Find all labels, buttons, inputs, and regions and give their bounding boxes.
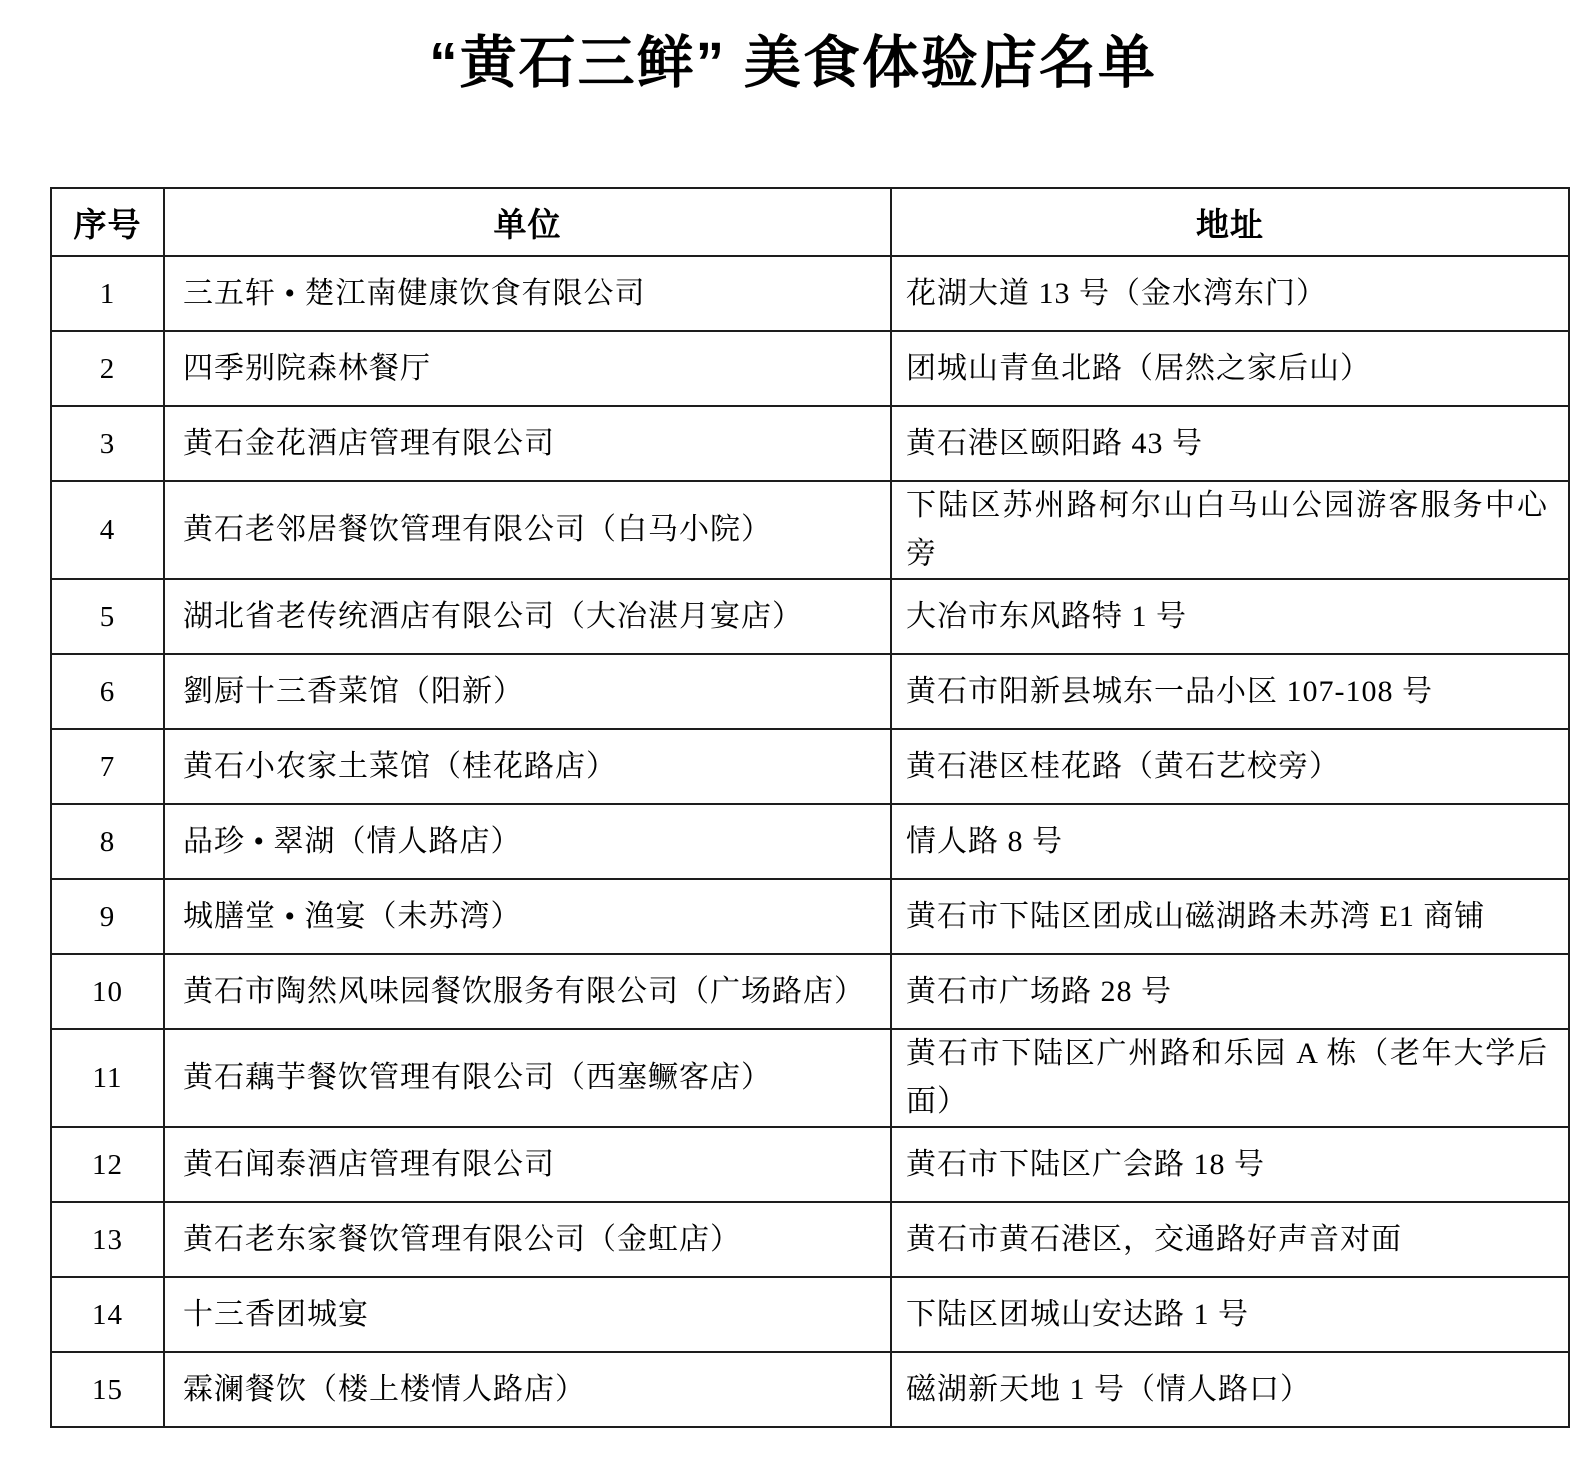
row-unit: 四季别院森林餐厅 (164, 331, 891, 406)
row-unit: 黄石老东家餐饮管理有限公司（金虹店） (164, 1202, 891, 1277)
row-unit: 黄石市陶然风味园餐饮服务有限公司（广场路店） (164, 954, 891, 1029)
row-address: 黄石市广场路 28 号 (891, 954, 1569, 1029)
table-row (51, 804, 1569, 879)
row-index: 11 (51, 1029, 164, 1127)
table-row (51, 729, 1569, 804)
row-unit: 品珍 • 翠湖（情人路店） (164, 804, 891, 879)
row-unit: 霖澜餐饮（楼上楼情人路店） (164, 1352, 891, 1427)
page-title: “黄石三鲜” 美食体验店名单 (429, 31, 1157, 95)
table-row (51, 1202, 1569, 1277)
row-unit: 十三香团城宴 (164, 1277, 891, 1352)
row-address: 团城山青鱼北路（居然之家后山） (891, 331, 1569, 406)
table-header-row (51, 188, 1569, 256)
row-address: 情人路 8 号 (891, 804, 1569, 879)
table-row (51, 256, 1569, 331)
table-row (51, 331, 1569, 406)
header-index: 序号 (51, 188, 164, 256)
row-unit: 黄石藕芋餐饮管理有限公司（西塞鳜客店） (164, 1029, 891, 1127)
row-unit: 劉厨十三香菜馆（阳新） (164, 654, 891, 729)
row-index: 1 (51, 256, 164, 331)
row-address: 黄石港区桂花路（黄石艺校旁） (891, 729, 1569, 804)
table-row (51, 481, 1569, 579)
table-row (51, 1029, 1569, 1127)
header-address: 地址 (891, 188, 1569, 256)
table-row (51, 879, 1569, 954)
table-row (51, 1277, 1569, 1352)
row-unit: 黄石闻泰酒店管理有限公司 (164, 1127, 891, 1202)
row-address: 花湖大道 13 号（金水湾东门） (891, 256, 1569, 331)
table-row (51, 954, 1569, 1029)
header-unit: 单位 (164, 188, 891, 256)
row-unit: 黄石小农家土菜馆（桂花路店） (164, 729, 891, 804)
document-page (0, 28, 1586, 1428)
row-index: 4 (51, 481, 164, 579)
row-index: 8 (51, 804, 164, 879)
row-index: 15 (51, 1352, 164, 1427)
row-index: 14 (51, 1277, 164, 1352)
row-address: 下陆区团城山安达路 1 号 (891, 1277, 1569, 1352)
row-address: 大冶市东风路特 1 号 (891, 579, 1569, 654)
row-unit: 黄石老邻居餐饮管理有限公司（白马小院） (164, 481, 891, 579)
row-index: 5 (51, 579, 164, 654)
row-index: 12 (51, 1127, 164, 1202)
table-row (51, 654, 1569, 729)
row-index: 10 (51, 954, 164, 1029)
table-row (51, 1127, 1569, 1202)
row-index: 13 (51, 1202, 164, 1277)
row-index: 2 (51, 331, 164, 406)
store-list-table (50, 187, 1570, 1428)
table-row (51, 1352, 1569, 1427)
row-address: 黄石市下陆区广会路 18 号 (891, 1127, 1569, 1202)
row-unit: 三五轩 • 楚江南健康饮食有限公司 (164, 256, 891, 331)
row-address: 黄石市黄石港区，交通路好声音对面 (891, 1202, 1569, 1277)
row-index: 7 (51, 729, 164, 804)
row-unit: 城膳堂 • 渔宴（未苏湾） (164, 879, 891, 954)
row-address: 黄石市下陆区广州路和乐园 A 栋（老年大学后面） (891, 1029, 1569, 1127)
row-address: 下陆区苏州路柯尔山白马山公园游客服务中心旁 (891, 481, 1569, 579)
row-address: 黄石市下陆区团成山磁湖路未苏湾 E1 商铺 (891, 879, 1569, 954)
row-index: 6 (51, 654, 164, 729)
row-address: 黄石港区颐阳路 43 号 (891, 406, 1569, 481)
row-address: 黄石市阳新县城东一品小区 107-108 号 (891, 654, 1569, 729)
row-index: 9 (51, 879, 164, 954)
row-index: 3 (51, 406, 164, 481)
row-address: 磁湖新天地 1 号（情人路口） (891, 1352, 1569, 1427)
row-unit: 湖北省老传统酒店有限公司（大冶湛月宴店） (164, 579, 891, 654)
table-row (51, 579, 1569, 654)
table-body (51, 256, 1569, 1427)
row-unit: 黄石金花酒店管理有限公司 (164, 406, 891, 481)
table-row (51, 406, 1569, 481)
